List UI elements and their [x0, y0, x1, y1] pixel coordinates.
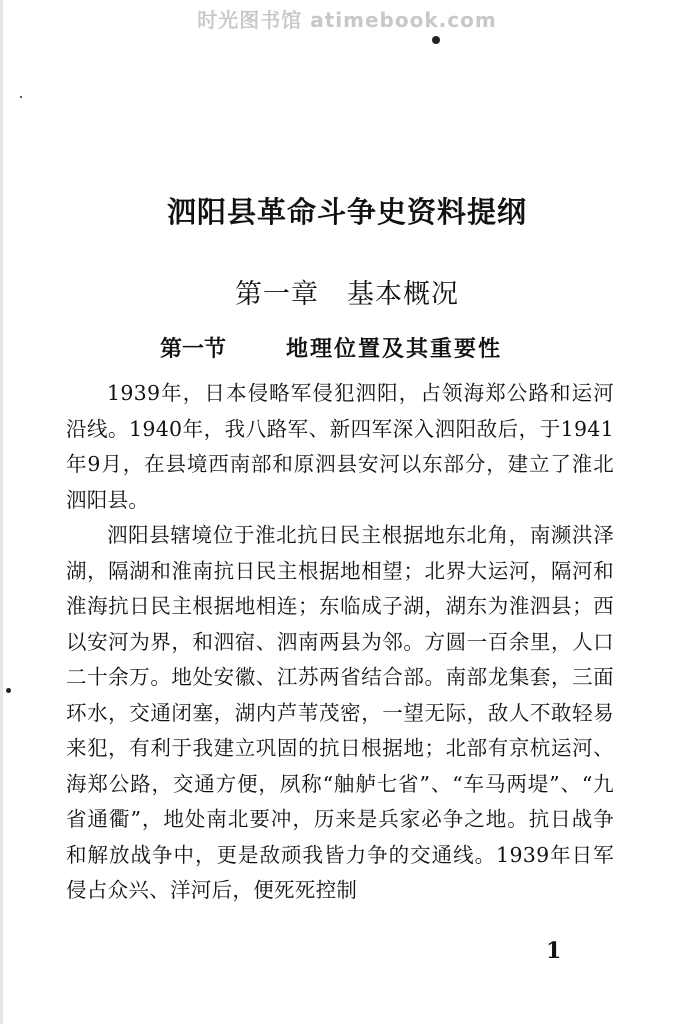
page-edge-shadow	[0, 0, 3, 1024]
body-text	[66, 376, 614, 909]
section-title: 地理位置及其重要性	[286, 337, 503, 362]
page-number: 1	[546, 938, 562, 964]
ink-speck	[6, 688, 11, 693]
paragraph: 泗阳县辖境位于淮北抗日民主根据地东北角，南濒洪泽湖，隔湖和淮南抗日民主根据地相望；北界大运河，隔河和淮海抗日民主根据地相连；东临成子湖，湖东为淮泗县；西以安河为界，和泗宿、泗南两县为邻。方圆一百余里，人口二十余万。地处安徽、江苏两省结合部。南部龙集套，三面环水，交通闭塞，湖内芦苇茂密，一望无际，敌人不敢轻易来犯，有利于我建立巩固的抗日根据地；北部有京杭运河、海郑公路，交通方便，夙称“舳舻七省”、“车马两堤”、“九省通衢”，地处南北要冲，历来是兵家必争之地。抗日战争和解放战争中，更是敌顽我皆力争的交通线。1939年日军侵占众兴、洋河后，便死死控制	[66, 523, 614, 902]
ink-speck	[20, 96, 22, 98]
paragraph: 1939年，日本侵略军侵犯泗阳，占领海郑公路和运河沿线。1940年，我八路军、新四军深入泗阳敌后，于1941年9月，在县境西南部和原泗县安河以东部分，建立了淮北泗阳县。	[66, 381, 614, 512]
section-heading	[160, 332, 502, 363]
chapter-heading: 第一章 基本概况	[235, 279, 459, 310]
book-title: 泗阳县革命斗争史资料提纲	[166, 195, 527, 229]
section-number: 第一节	[160, 337, 227, 362]
ink-speck	[432, 36, 440, 44]
watermark: 时光图书馆 atimebook.com	[197, 8, 497, 32]
